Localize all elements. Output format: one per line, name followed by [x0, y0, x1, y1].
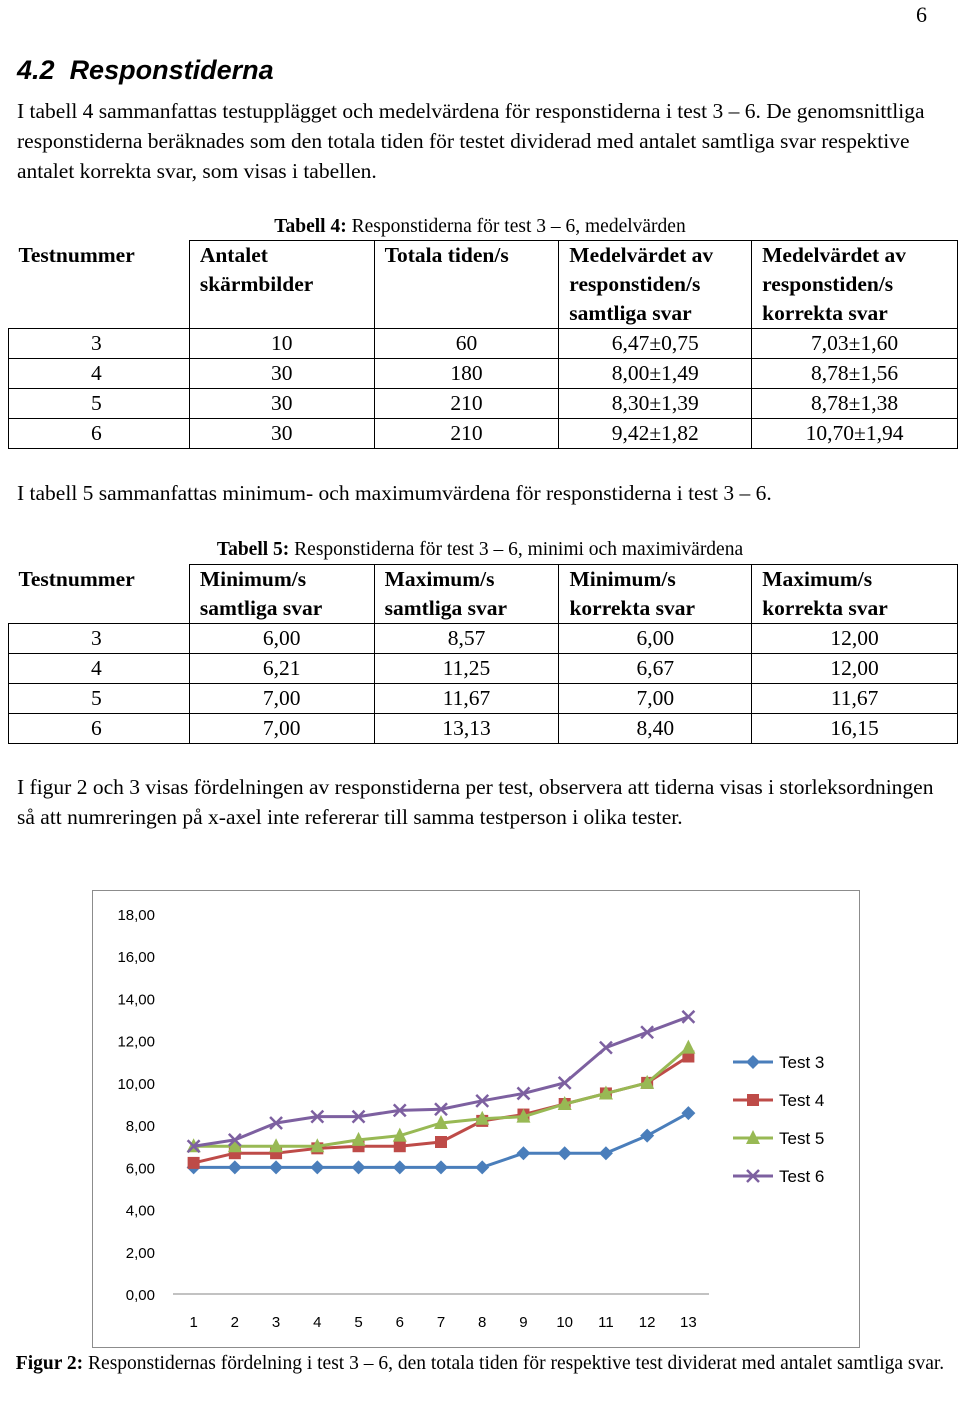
table5-header: Maximum/s samtliga svar: [374, 565, 559, 624]
data-point: [516, 1146, 530, 1160]
table4-cell: 8,30±1,39: [559, 389, 752, 419]
x-tick-label: 2: [230, 1314, 240, 1331]
table4-header: Testnummer: [9, 241, 190, 329]
data-point: [310, 1160, 324, 1174]
table4-cell: 210: [374, 419, 559, 449]
table4-cell: 8,00±1,49: [559, 359, 752, 389]
y-tick-label: 0,00: [125, 1287, 155, 1304]
table5-cell: 6,21: [189, 654, 374, 684]
table4-caption-text: Responstiderna för test 3 – 6, medelvärden: [346, 216, 686, 237]
line-chart: [93, 891, 859, 1347]
data-point: [393, 1160, 407, 1174]
table4-cell: 10,70±1,94: [752, 419, 958, 449]
table4-header: Medelvärdet av responstiden/s korrekta svar: [752, 241, 958, 329]
data-point: [558, 1146, 572, 1160]
table4-cell: 6,47±0,75: [559, 329, 752, 359]
table5-cell: 4: [9, 654, 190, 684]
table5-cell: 13,13: [374, 714, 559, 744]
x-tick-label: 5: [354, 1314, 363, 1331]
table5-header: Maximum/s korrekta svar: [752, 565, 958, 624]
data-point: [681, 1040, 695, 1054]
figure2-caption: [0, 1350, 960, 1377]
table5-cell: 5: [9, 684, 190, 714]
table4-cell: 3: [9, 329, 190, 359]
x-tick-label: 8: [478, 1314, 487, 1331]
paragraph-intro: I tabell 4 sammanfattas testupplägget och medelvärdena för responstiderna i test 3 – 6. De genomsnittliga responstiderna beräknades som den totala tiden för testet dividerad med antalet samtliga svar respektive antalet korrekta svar, som visas i tabellen.: [17, 99, 925, 183]
legend-label: Test 6: [779, 1167, 825, 1186]
section-heading: [17, 55, 274, 86]
table5-cell: 3: [9, 624, 190, 654]
data-point: [640, 1129, 654, 1143]
table5-cell: 8,40: [559, 714, 752, 744]
table5-cell: 12,00: [752, 624, 958, 654]
table-4: [8, 240, 958, 449]
table4-cell: 30: [189, 389, 374, 419]
table5-cell: 11,25: [374, 654, 559, 684]
x-tick-label: 11: [598, 1314, 614, 1331]
data-point: [269, 1160, 283, 1174]
table4-cell: 60: [374, 329, 559, 359]
table5-cell: 11,67: [374, 684, 559, 714]
data-point: [188, 1157, 200, 1169]
y-tick-label: 4,00: [125, 1202, 155, 1220]
table5-cell: 6,00: [559, 624, 752, 654]
table4-cell: 6: [9, 419, 190, 449]
legend-label: Test 3: [779, 1053, 825, 1072]
x-tick-label: 1: [189, 1314, 198, 1331]
table5-cell: 6: [9, 714, 190, 744]
table4-header: Totala tiden/s: [374, 241, 559, 329]
data-point: [352, 1160, 366, 1174]
table5-header: Minimum/s korrekta svar: [559, 565, 752, 624]
table4-cell: 9,42±1,82: [559, 419, 752, 449]
legend-marker: [747, 1094, 759, 1106]
page-number: 6: [916, 2, 927, 27]
data-point: [475, 1160, 489, 1174]
figure2-caption-text: Responstidernas fördelning i test 3 – 6, den totala tiden för respektive test dividerat med antalet samtliga svar.: [83, 1353, 945, 1374]
data-point: [394, 1140, 406, 1152]
table5-caption-text: Responstiderna för test 3 – 6, minimi och maximivärdena: [289, 539, 744, 560]
paragraph-figure-intro: I figur 2 och 3 visas fördelningen av responstiderna per test, observera att tiderna visas i storleksordningen så att numreringen på x-axel inte refererar till samma testperson i olika tester.: [17, 775, 934, 829]
y-tick-label: 12,00: [117, 1033, 155, 1051]
x-tick-label: 12: [638, 1314, 656, 1331]
legend-marker: [746, 1055, 760, 1069]
table5-caption: [0, 539, 960, 561]
y-tick-label: 18,00: [117, 907, 155, 924]
table4-cell: 8,78±1,38: [752, 389, 958, 419]
y-tick-label: 10,00: [117, 1075, 155, 1093]
legend-label: Test 4: [779, 1091, 825, 1110]
table5-header: Testnummer: [9, 565, 190, 624]
x-tick-label: 7: [436, 1314, 446, 1331]
x-tick-label: 4: [313, 1314, 322, 1331]
table4-cell: 30: [189, 359, 374, 389]
section-number: 4.2: [17, 55, 55, 85]
table5-cell: 7,00: [189, 684, 374, 714]
x-tick-label: 9: [519, 1314, 528, 1331]
table4-cell: 10: [189, 329, 374, 359]
x-tick-label: 6: [395, 1314, 404, 1331]
paragraph-table5-intro: I tabell 5 sammanfattas minimum- och maximumvärdena för responstiderna i test 3 – 6.: [17, 481, 772, 505]
y-tick-label: 2,00: [125, 1244, 155, 1262]
table4-header: Medelvärdet av responstiden/s samtliga svar: [559, 241, 752, 329]
section-title: Responstiderna: [69, 55, 274, 85]
data-point: [599, 1146, 613, 1160]
data-point: [434, 1160, 448, 1174]
table5-cell: 11,67: [752, 684, 958, 714]
series-line-test-5: [194, 1048, 689, 1147]
legend-label: Test 5: [779, 1129, 825, 1148]
y-tick-label: 16,00: [117, 949, 155, 967]
table5-cell: 7,00: [559, 684, 752, 714]
x-tick-label: 13: [680, 1314, 697, 1331]
table4-cell: 30: [189, 419, 374, 449]
table4-header: Antalet skärmbilder: [189, 241, 374, 329]
x-tick-label: 10: [556, 1314, 574, 1331]
table4-cell: 180: [374, 359, 559, 389]
table4-caption: [0, 216, 960, 238]
y-tick-label: 6,00: [125, 1160, 155, 1178]
table4-cell: 7,03±1,60: [752, 329, 958, 359]
table4-cell: 8,78±1,56: [752, 359, 958, 389]
x-tick-label: 3: [271, 1314, 281, 1331]
table5-cell: 6,00: [189, 624, 374, 654]
y-tick-label: 14,00: [117, 991, 155, 1009]
table5-cell: 8,57: [374, 624, 559, 654]
table5-cell: 16,15: [752, 714, 958, 744]
y-tick-label: 8,00: [125, 1118, 155, 1136]
data-point: [681, 1106, 695, 1120]
table5-cell: 6,67: [559, 654, 752, 684]
table5-cell: 7,00: [189, 714, 374, 744]
table5-cell: 12,00: [752, 654, 958, 684]
table5-caption-label: Tabell 5:: [216, 539, 290, 560]
table-5: [8, 564, 958, 744]
data-point: [228, 1160, 242, 1174]
figure-2-chart: [92, 890, 860, 1348]
table4-cell: 210: [374, 389, 559, 419]
table5-header: Minimum/s samtliga svar: [189, 565, 374, 624]
table4-caption-label: Tabell 4:: [274, 216, 347, 237]
figure2-caption-label: Figur 2:: [15, 1353, 84, 1374]
table4-cell: 4: [9, 359, 190, 389]
table4-cell: 5: [9, 389, 190, 419]
data-point: [435, 1136, 447, 1148]
